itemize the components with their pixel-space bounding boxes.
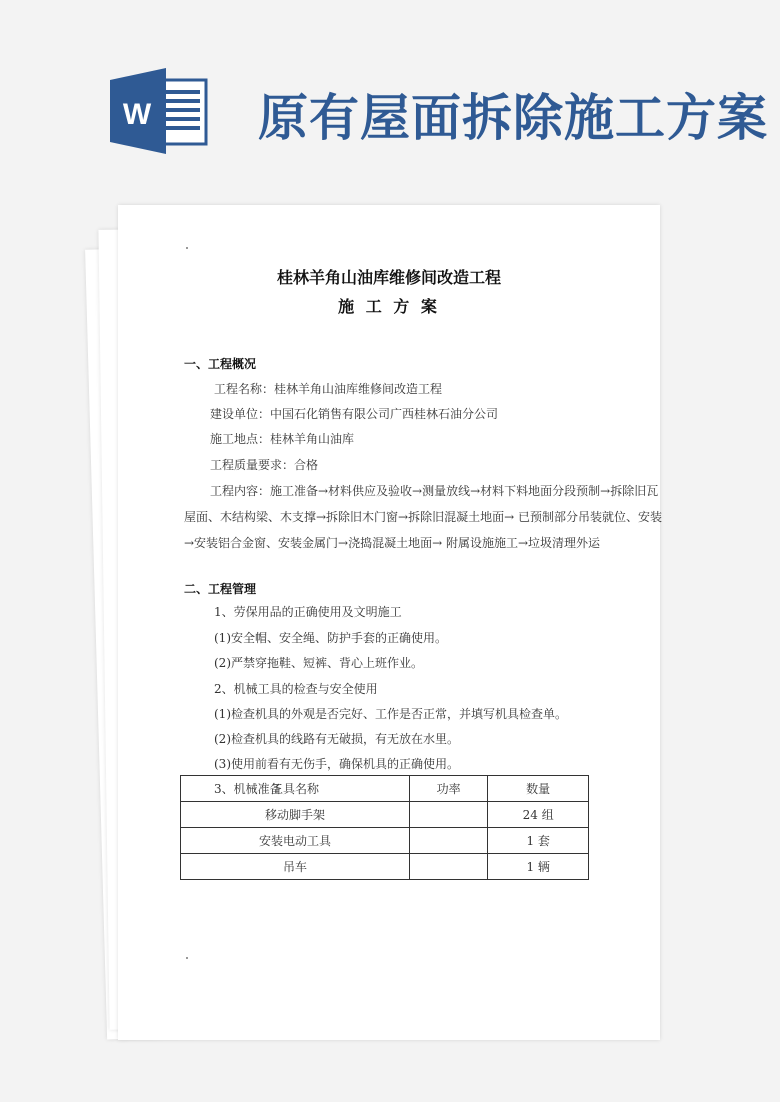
table-cell xyxy=(409,802,487,828)
table-row xyxy=(181,802,589,828)
doc-subtitle: 施 工 方 案 xyxy=(338,297,440,316)
table-header-cell: 功率 xyxy=(409,776,487,802)
table-header-cell: 数量 xyxy=(488,776,589,802)
table-cell: 24 组 xyxy=(488,802,589,828)
section-heading: 一、工程概况 xyxy=(184,357,257,371)
table-cell: 1 套 xyxy=(488,828,589,854)
paragraph: 建设单位：中国石化销售有限公司广西桂林石油分公司 xyxy=(210,407,499,421)
paragraph: 工程质量要求：合格 xyxy=(210,458,319,472)
paragraph: 2、机械工具的检查与安全使用 xyxy=(214,682,378,696)
paragraph: 工程名称：桂林羊角山油库维修间改造工程 xyxy=(214,382,443,396)
table-row xyxy=(181,828,589,854)
word-logo-icon xyxy=(108,68,208,154)
paragraph: 屋面、木结构梁、木支撑→拆除旧木门窗→拆除旧混凝土地面→ 已预制部分吊装就位、安装 xyxy=(184,510,662,524)
paragraph: →安装铝合金窗、安装金属门→浇捣混凝土地面→ 附属设施施工→垃圾清理外运 xyxy=(184,536,601,550)
paragraph: 1、劳保用品的正确使用及文明施工 xyxy=(214,605,402,619)
table-cell xyxy=(409,854,487,880)
subsection-heading: 3、机械准备 xyxy=(214,782,282,796)
paragraph: (2)严禁穿拖鞋、短裤、背心上班作业。 xyxy=(214,656,423,670)
table-cell: 移动脚手架 xyxy=(181,802,410,828)
table-cell: 1 辆 xyxy=(488,854,589,880)
table-cell: 安装电动工具 xyxy=(181,828,410,854)
paragraph: (2)检查机具的线路有无破损，有无放在水里。 xyxy=(214,732,459,746)
table-cell xyxy=(409,828,487,854)
section-heading: 二、工程管理 xyxy=(184,582,257,596)
paragraph: 施工地点：桂林羊角山油库 xyxy=(210,432,355,446)
paragraph: 工程内容：施工准备→材料供应及验收→测量放线→材料下料地面分段预制→拆除旧瓦 xyxy=(210,484,659,498)
table-row xyxy=(181,854,589,880)
paragraph: (3)使用前看有无伤手，确保机具的正确使用。 xyxy=(214,757,459,771)
table-header-cell: 工具名称 xyxy=(181,776,410,802)
banner-title: 原有屋面拆除施工方案 xyxy=(258,88,768,147)
paragraph: (1)安全帽、安全绳、防护手套的正确使用。 xyxy=(214,631,447,645)
paragraph: (1)检查机具的外观是否完好、工作是否正常，并填写机具检查单。 xyxy=(214,707,568,721)
svg-text:W: W xyxy=(122,98,152,131)
document-page xyxy=(118,205,660,1040)
doc-title: 桂林羊角山油库维修间改造工程 xyxy=(276,268,501,287)
table-cell: 吊车 xyxy=(181,854,410,880)
